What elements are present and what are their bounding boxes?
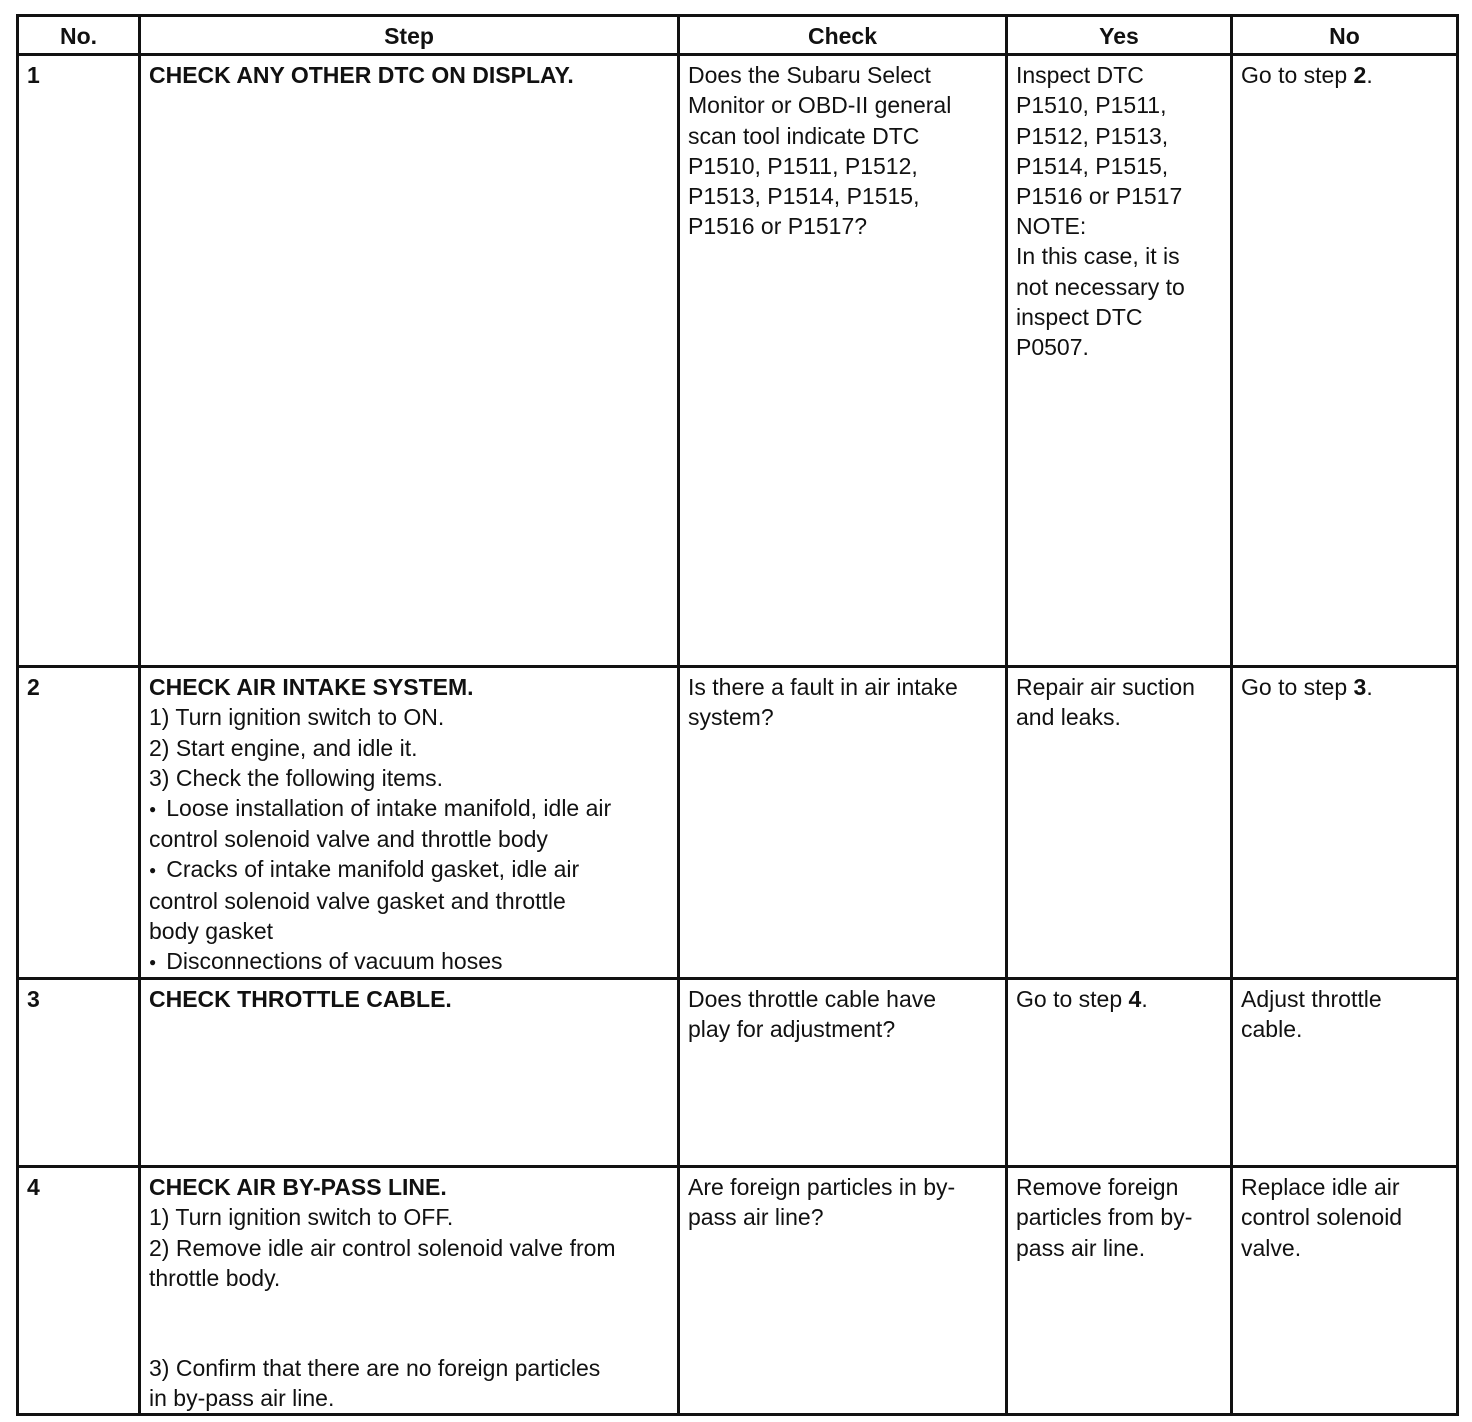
table-row xyxy=(18,979,1458,1167)
step-cell xyxy=(140,55,679,667)
no-text-suffix: . xyxy=(1366,62,1373,89)
bullet-item-continuation: control solenoid valve gasket and throttle xyxy=(149,887,566,914)
no-cell xyxy=(1232,667,1458,979)
header-check: Check xyxy=(679,16,1007,55)
step-line: 2) Start engine, and idle it. xyxy=(149,734,418,761)
yes-cell xyxy=(1007,1167,1232,1415)
check-line: Are foreign particles in by- xyxy=(688,1174,956,1201)
no-step-number: 2 xyxy=(1353,62,1367,89)
yes-line: Remove foreign xyxy=(1016,1174,1179,1201)
yes-cell xyxy=(1007,979,1232,1167)
table-row xyxy=(18,1167,1458,1415)
step-line: 1) Turn ignition switch to OFF. xyxy=(149,1204,454,1231)
check-cell xyxy=(679,667,1007,979)
header-yes: Yes xyxy=(1007,16,1232,55)
row-number: 3 xyxy=(18,979,140,1167)
check-line: Is there a fault in air intake xyxy=(688,674,958,701)
yes-line: inspect DTC xyxy=(1016,303,1143,330)
yes-text-suffix: . xyxy=(1141,986,1148,1013)
bullet-item-continuation: control solenoid valve and throttle body xyxy=(149,826,548,853)
check-line: system? xyxy=(688,704,774,731)
check-cell xyxy=(679,1167,1007,1415)
row-number: 4 xyxy=(18,1167,140,1415)
no-cell xyxy=(1232,979,1458,1167)
bullet-item: ● Disconnections of vacuum hoses xyxy=(149,946,669,977)
step-line: 1) Turn ignition switch to ON. xyxy=(149,704,445,731)
yes-line: and leaks. xyxy=(1016,704,1121,731)
check-cell xyxy=(679,55,1007,667)
check-line: pass air line? xyxy=(688,1204,824,1231)
yes-cell xyxy=(1007,667,1232,979)
no-line: control solenoid xyxy=(1241,1204,1403,1231)
bullet-item-continuation: body gasket xyxy=(149,917,274,944)
yes-line: P0507. xyxy=(1016,334,1089,361)
yes-step-number: 4 xyxy=(1128,986,1142,1013)
check-line: P1513, P1514, P1515, xyxy=(688,183,920,210)
yes-line: particles from by- xyxy=(1016,1204,1193,1231)
step-cell xyxy=(140,667,679,979)
check-line: play for adjustment? xyxy=(688,1016,896,1043)
header-no: No. xyxy=(18,16,140,55)
yes-line: P1512, P1513, xyxy=(1016,122,1169,149)
no-line: Replace idle air xyxy=(1241,1174,1400,1201)
header-row xyxy=(18,16,1458,55)
yes-text: Go to step xyxy=(1016,986,1129,1013)
step-title: CHECK AIR BY-PASS LINE. xyxy=(149,1174,447,1201)
step-cell xyxy=(140,979,679,1167)
yes-cell xyxy=(1007,55,1232,667)
table-row xyxy=(18,55,1458,667)
step-cell xyxy=(140,1167,679,1415)
yes-line: In this case, it is xyxy=(1016,243,1180,270)
step-line: 3) Check the following items. xyxy=(149,764,444,791)
row-number: 1 xyxy=(18,55,140,667)
yes-line: P1516 or P1517 xyxy=(1016,183,1183,210)
no-text: Go to step xyxy=(1241,674,1354,701)
no-text-suffix: . xyxy=(1366,674,1373,701)
figure-spacer xyxy=(149,1293,669,1353)
bullet-item: ● Loose installation of intake manifold, idle air xyxy=(149,793,669,824)
row-number: 2 xyxy=(18,667,140,979)
no-line: valve. xyxy=(1241,1234,1302,1261)
yes-line: Repair air suction xyxy=(1016,674,1195,701)
no-cell xyxy=(1232,1167,1458,1415)
check-line: Does throttle cable have xyxy=(688,986,937,1013)
check-line: P1510, P1511, P1512, xyxy=(688,152,918,179)
step-title: CHECK AIR INTAKE SYSTEM. xyxy=(149,674,474,701)
no-line: Adjust throttle xyxy=(1241,986,1382,1013)
step-line: 2) Remove idle air control solenoid valve from xyxy=(149,1234,616,1261)
yes-line: P1510, P1511, xyxy=(1016,92,1167,119)
no-cell xyxy=(1232,55,1458,667)
no-text: Go to step xyxy=(1241,62,1354,89)
diagnostic-table xyxy=(16,14,1459,1416)
header-step: Step xyxy=(140,16,679,55)
step-title: CHECK THROTTLE CABLE. xyxy=(149,986,452,1013)
yes-line: Inspect DTC xyxy=(1016,62,1144,89)
no-step-number: 3 xyxy=(1353,674,1367,701)
yes-line: pass air line. xyxy=(1016,1234,1146,1261)
check-line: Does the Subaru Select xyxy=(688,62,931,89)
check-cell xyxy=(679,979,1007,1167)
check-line: P1516 or P1517? xyxy=(688,213,868,240)
check-line: Monitor or OBD-II general xyxy=(688,92,952,119)
yes-line: not necessary to xyxy=(1016,273,1185,300)
step-line: in by-pass air line. xyxy=(149,1385,335,1412)
check-line: scan tool indicate DTC xyxy=(688,122,920,149)
header-no-action: No xyxy=(1232,16,1458,55)
yes-line: P1514, P1515, xyxy=(1016,152,1169,179)
step-title: CHECK ANY OTHER DTC ON DISPLAY. xyxy=(149,62,574,89)
no-line: cable. xyxy=(1241,1016,1303,1043)
step-line: throttle body. xyxy=(149,1264,281,1291)
yes-line: NOTE: xyxy=(1016,213,1087,240)
table-row xyxy=(18,667,1458,979)
step-line: 3) Confirm that there are no foreign particles xyxy=(149,1355,601,1382)
bullet-item: ● Cracks of intake manifold gasket, idle air xyxy=(149,854,669,885)
